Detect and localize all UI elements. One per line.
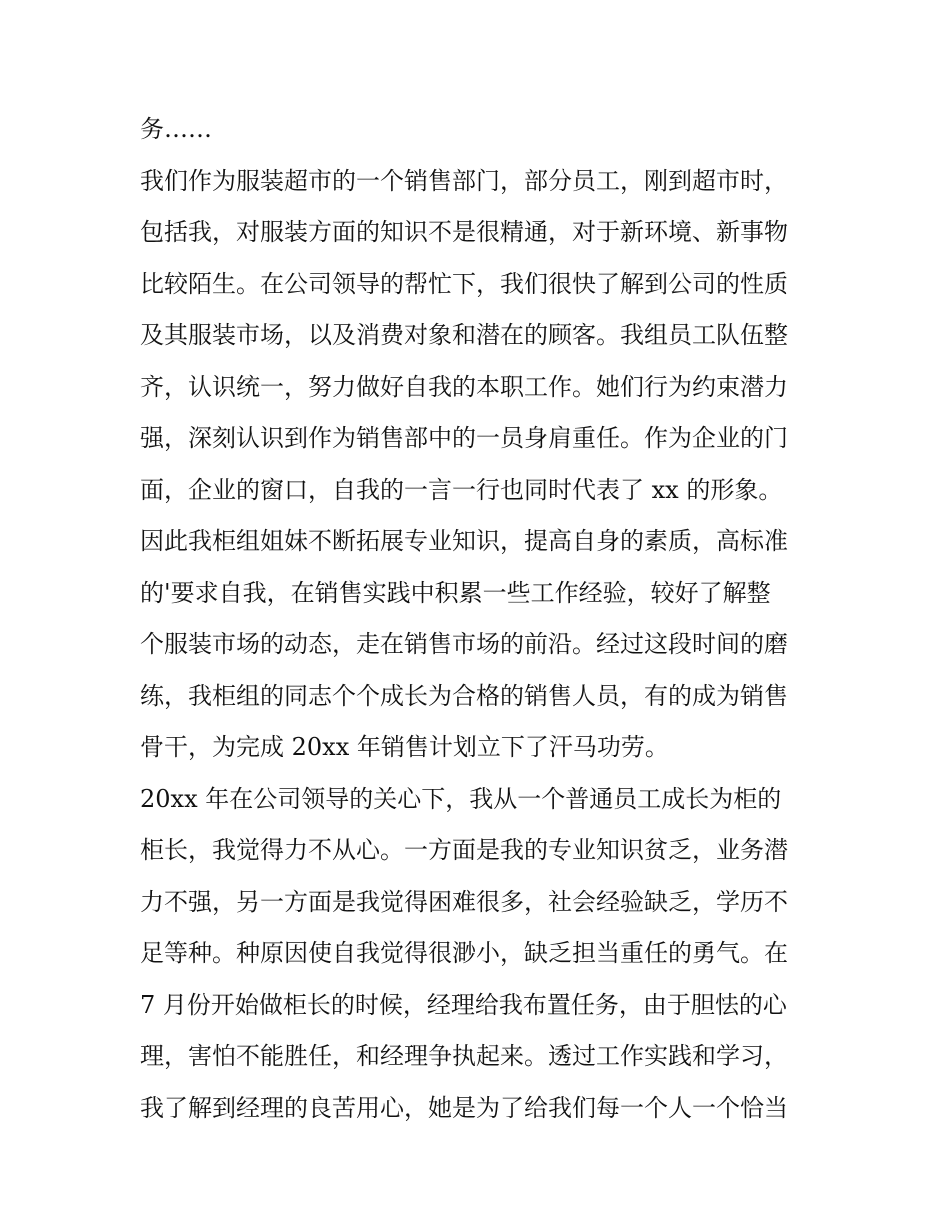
text-line: 包括我，对服装方面的知识不是很精通，对于新环境、新事物	[140, 218, 788, 246]
text-line: 齐，认识统一，努力做好自我的本职工作。她们行为约束潜力	[140, 372, 788, 401]
text-line: 力不强，另一方面是我觉得困难很多，社会经验缺乏，学历不	[140, 887, 788, 916]
text-line: 理，害怕不能胜任，和经理争执起来。透过工作实践和学习，	[140, 1042, 788, 1070]
text-line: 7 月份开始做柜长的时候，经理给我布置任务，由于胆怯的心	[140, 990, 787, 1019]
text-line: 练，我柜组的同志个个成长为合格的销售人员，有的成为销售	[140, 681, 788, 710]
text-line: 面，企业的窗口，自我的一言一行也同时代表了 xx 的形象。	[140, 475, 783, 504]
text-line: 足等种。种原因使自我觉得很渺小，缺乏担当重任的勇气。在	[140, 939, 788, 967]
text-line: 20xx 年在公司领导的关心下，我从一个普通员工成长为柜的	[140, 784, 782, 813]
text-line: 我们作为服装超市的一个销售部门，部分员工，刚到超市时，	[140, 166, 788, 195]
text-line: 骨干，为完成 20xx 年销售计划立下了汗马功劳。	[140, 733, 669, 761]
text-line: 比较陌生。在公司领导的帮忙下，我们很快了解到公司的性质	[140, 269, 788, 298]
document-body	[140, 104, 820, 1134]
text-line: 个服装市场的动态，走在销售市场的前沿。经过这段时间的磨	[140, 630, 788, 658]
text-line: 务……	[140, 115, 212, 143]
text-line: 柜长，我觉得力不从心。一方面是我的专业知识贫乏，业务潜	[140, 836, 788, 864]
text-line: 强，深刻认识到作为销售部中的一员身肩重任。作为企业的门	[140, 424, 788, 452]
text-line: 我了解到经理的良苦用心，她是为了给我们每一个人一个恰当	[140, 1093, 788, 1122]
text-line: 及其服装市场，以及消费对象和潜在的顾客。我组员工队伍整	[140, 321, 788, 349]
text-line: 的'要求自我，在销售实践中积累一些工作经验，较好了解整	[140, 578, 771, 607]
text-line: 因此我柜组姐妹不断拓展专业知识，提高自身的素质，高标准	[140, 527, 788, 555]
